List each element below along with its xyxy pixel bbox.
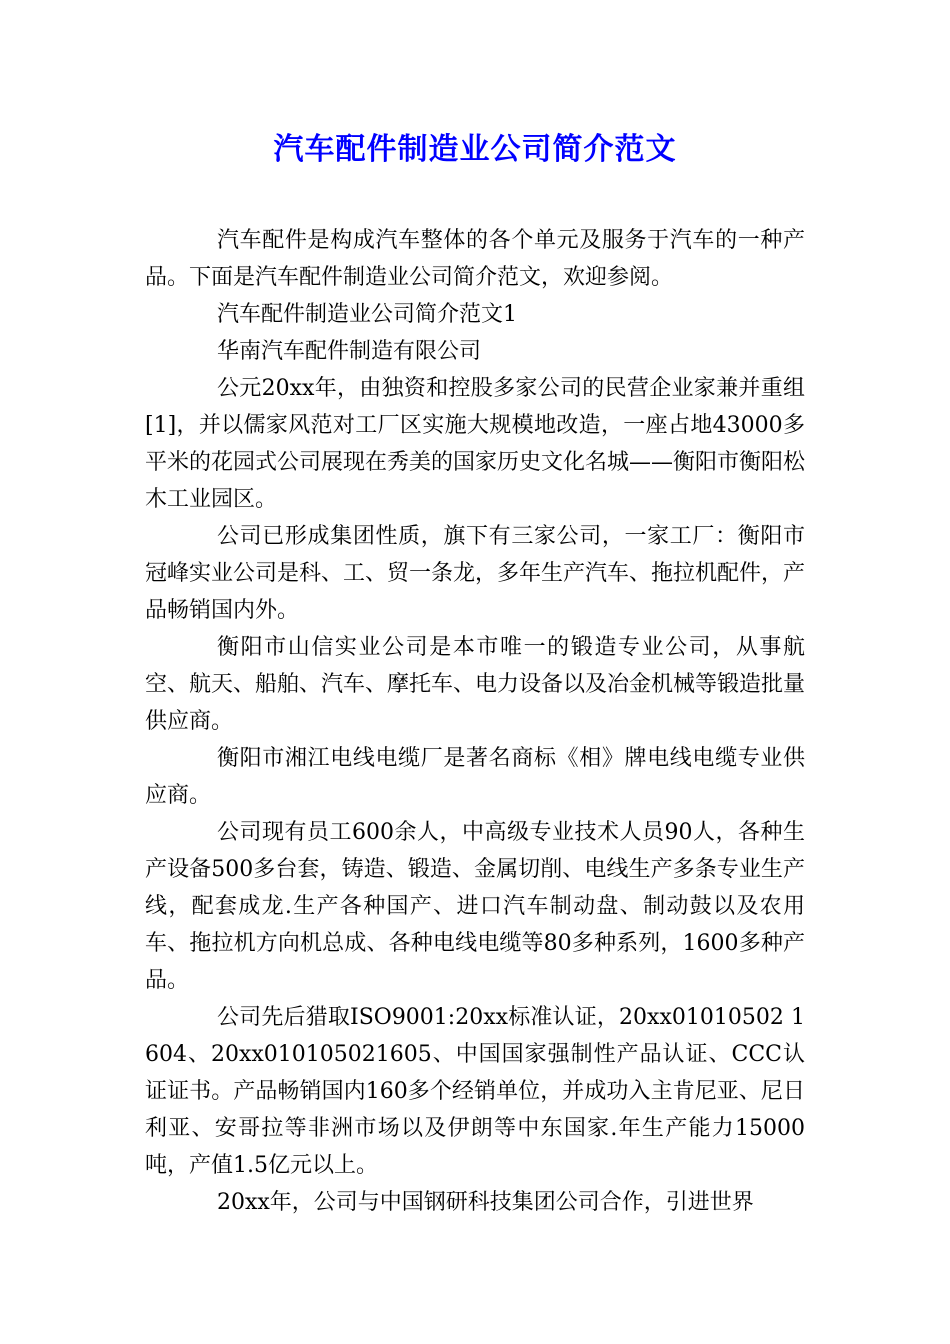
paragraph-company-name: 华南汽车配件制造有限公司 bbox=[217, 339, 482, 364]
paragraph-subtitle: 汽车配件制造业公司简介范文1 bbox=[217, 302, 517, 327]
paragraph-forging: 衡阳市山信实业公司是本市唯一的锻造专业公司，从事航空、航天、船舶、汽车、摩托车、电力设备以及冶金机械等锻造批量供应商。 bbox=[145, 635, 806, 734]
paragraph-staff: 公司现有员工600余人，中高级专业技术人员90人，各种生产设备500多台套，铸造、锻造、金属切削、电线生产多条专业生产线，配套成龙.生产各种国产、进口汽车制动盘、制动鼓以及农用车、拖拉机方向机总成、各种电线电缆等80多种系列，1600多种产品。 bbox=[145, 820, 805, 993]
paragraph-cable: 衡阳市湘江电线电缆厂是著名商标《相》牌电线电缆专业供应商。 bbox=[145, 746, 805, 808]
paragraph-group: 公司已形成集团性质，旗下有三家公司，一家工厂：衡阳市冠峰实业公司是科、工、贸一条龙，多年生产汽车、拖拉机配件，产品畅销国内外。 bbox=[145, 524, 806, 623]
paragraph-cooperation: 20xx年，公司与中国钢研科技集团公司合作，引进世界 bbox=[217, 1190, 754, 1215]
paragraph-intro: 汽车配件是构成汽车整体的各个单元及服务于汽车的一种产品。下面是汽车配件制造业公司简介范文，欢迎参阅。 bbox=[145, 228, 805, 290]
document-title: 汽车配件制造业公司简介范文 bbox=[273, 132, 677, 167]
paragraph-history: 公元20xx年，由独资和控股多家公司的民营企业家兼并重组[1]，并以儒家风范对工厂区实施大规模地改造，一座占地43000多平米的花园式公司展现在秀美的国家历史文化名城——衡阳市衡阳松木工业园区。 bbox=[145, 376, 806, 512]
document-body bbox=[145, 222, 805, 1221]
paragraph-certification: 公司先后猎取ISO9001:20xx标准认证，20xx01010502 1604、20xx010105021605、中国国家强制性产品认证、CCC认证证书。产品畅销国内160多个经销单位，并成功入主肯尼亚、尼日利亚、安哥拉等非洲市场以及伊朗等中东国家.年生产能力15000吨，产值1.5亿元以上。 bbox=[145, 1005, 805, 1178]
